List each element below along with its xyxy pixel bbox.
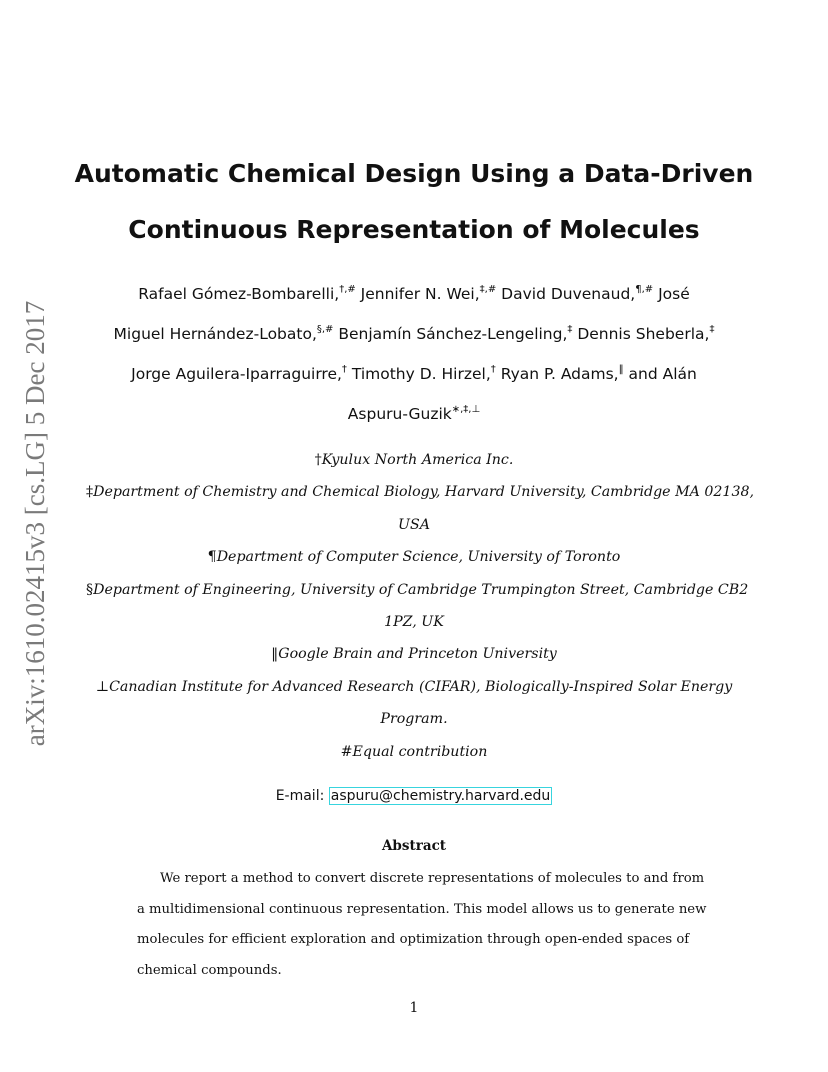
arxiv-stamp-text: arXiv:1610.02415v3 [cs.LG] 5 Dec 2017 xyxy=(20,300,51,746)
affiliation-text: Equal contribution xyxy=(352,743,488,760)
affiliation-harvard-cont: USA xyxy=(398,516,430,533)
affiliation-cifar-cont: Program. xyxy=(380,711,448,728)
affiliation-google xyxy=(86,638,742,670)
abstract-heading: Abstract xyxy=(381,838,447,854)
affiliation-text: Kyulux North America Inc. xyxy=(321,452,514,468)
affiliation-text: Department of Engineering, University of Cambridge Trumpington Street, Cambridge CB2 xyxy=(93,581,749,598)
affiliation-text: Google Brain and Princeton University xyxy=(278,646,557,663)
author-affil-marks: † xyxy=(341,364,347,375)
author-name: Rafael Gómez-Bombarelli, xyxy=(138,285,340,303)
abstract-line: chemical compounds. xyxy=(137,962,282,978)
email-link[interactable]: aspuru@chemistry.harvard.edu xyxy=(330,788,551,804)
affiliation-equal xyxy=(86,736,742,768)
author-name: David Duvenaud, xyxy=(496,285,636,303)
affiliation-list xyxy=(86,444,755,768)
author-affil-marks: † xyxy=(490,364,496,375)
abstract-body xyxy=(137,864,707,986)
affiliation-text: Department of Computer Science, University of Toronto xyxy=(216,549,621,566)
title-line-1: Automatic Chemical Design Using a Data-Driven xyxy=(74,159,754,188)
author-name: Timothy D. Hirzel, xyxy=(346,365,491,383)
author-line-3 xyxy=(90,354,738,394)
author-name: Benjamín Sánchez-Lengeling, xyxy=(333,325,568,343)
page-number: 1 xyxy=(409,1000,419,1016)
author-name: Dennis Sheberla, xyxy=(572,325,710,343)
abstract-line: molecules for efficient exploration and optimization through open-ended spaces of xyxy=(137,932,690,947)
affiliation-symbol: ‡ xyxy=(86,484,94,501)
affiliation-cambridge-cont: 1PZ, UK xyxy=(384,614,444,631)
paper-title xyxy=(70,146,758,258)
abstract-line: a multidimensional continuous representation. This model allows us to generate new xyxy=(137,901,707,917)
affiliation-symbol: ⊥ xyxy=(95,678,110,695)
author-affil-marks: ‖ xyxy=(618,364,624,375)
affiliation-toronto xyxy=(86,541,742,573)
contact-email xyxy=(0,788,828,804)
affiliation-symbol: ¶ xyxy=(207,549,217,566)
author-affil-marks: ∗,‡,⊥ xyxy=(451,404,481,415)
author-name: and Alán xyxy=(623,365,697,383)
arxiv-stamp xyxy=(12,290,60,756)
author-name: Ryan P. Adams, xyxy=(495,365,619,383)
affiliation-symbol: # xyxy=(340,743,353,760)
affiliation-symbol: ‖ xyxy=(271,646,279,663)
author-name: Jorge Aguilera-Iparraguirre, xyxy=(131,365,342,383)
author-affil-marks: ¶,# xyxy=(635,284,654,295)
affiliation-harvard xyxy=(86,476,755,508)
author-affil-marks: †,# xyxy=(339,284,356,295)
title-line-2: Continuous Representation of Molecules xyxy=(128,215,700,244)
email-label: E-mail: xyxy=(275,788,325,804)
author-affil-marks: ‡ xyxy=(709,324,715,335)
affiliation-cifar xyxy=(86,671,742,703)
author-name: Aspuru-Guzik xyxy=(347,405,452,423)
author-name: Miguel Hernández-Lobato, xyxy=(113,325,317,343)
affiliation-symbol: § xyxy=(86,581,94,598)
affiliation-text: Department of Chemistry and Chemical Biology, Harvard University, Cambridge MA 02138, xyxy=(93,484,755,501)
affiliation-text: Canadian Institute for Advanced Research (CIFAR), Biologically-Inspired Solar Energy xyxy=(109,678,733,695)
author-affil-marks: ‡ xyxy=(567,324,573,335)
affiliation-cambridge xyxy=(86,574,749,606)
abstract-line: We report a method to convert discrete representations of molecules to and from xyxy=(160,871,705,886)
author-affil-marks: §,# xyxy=(316,324,334,335)
affiliation-symbol: † xyxy=(314,452,322,468)
author-line-4 xyxy=(90,394,738,434)
author-list xyxy=(90,274,738,434)
author-affil-marks: ‡,# xyxy=(479,284,497,295)
author-name: Jennifer N. Wei, xyxy=(355,285,480,303)
affiliation-kyulux xyxy=(86,444,742,476)
author-name: José xyxy=(653,285,690,303)
author-line-2 xyxy=(90,314,738,354)
author-line-1 xyxy=(90,274,738,314)
